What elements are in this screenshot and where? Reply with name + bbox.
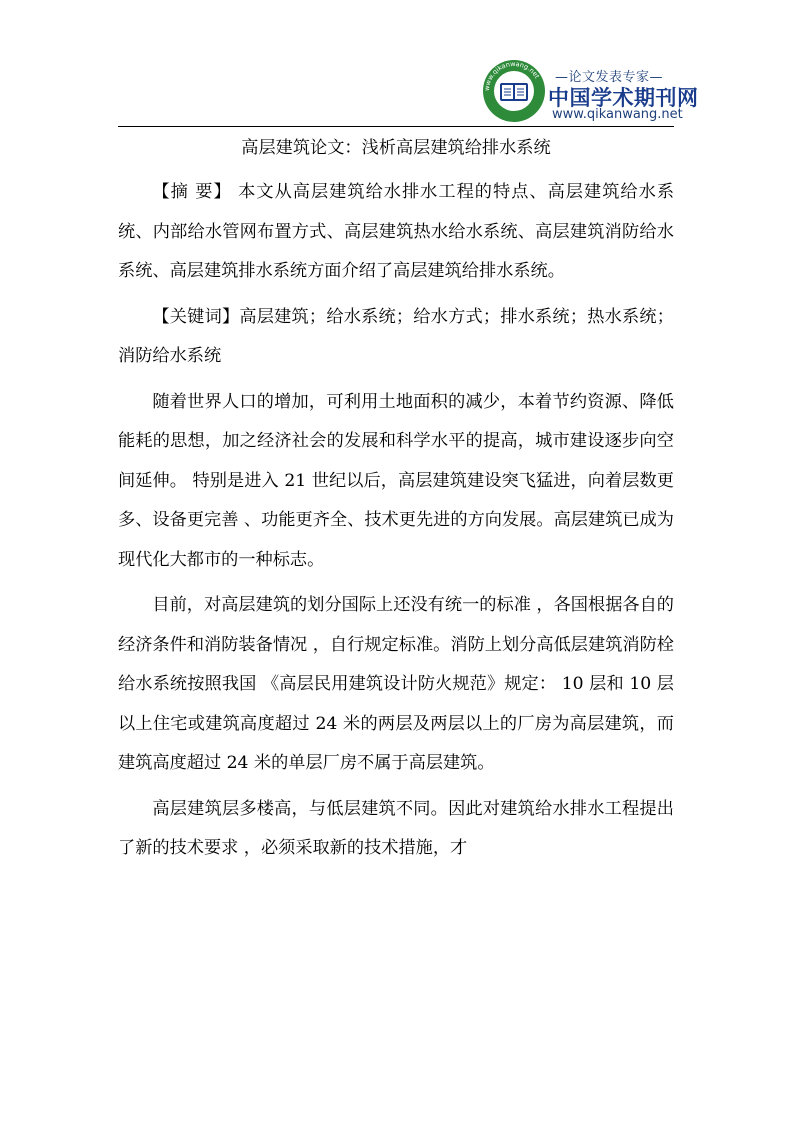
logo-tagline: —论文发表专家—: [555, 70, 664, 85]
abstract-text: 本文从高层建筑给水排水工程的特点、高层建筑给水系统、内部给水管网布置方式、高层建筑热水给水系统、高层建筑消防给水系统、高层建筑排水系统方面介绍了高层建筑给排水系统。: [118, 182, 675, 281]
book-icon: [500, 83, 528, 101]
document-body: [118, 133, 674, 871]
body-paragraph-3: 高层建筑层多楼高，与低层建筑不同。因此对建筑给水排水工程提出了新的技术要求 ，必须采取新的技术措施，才: [118, 798, 674, 858]
header-divider: [118, 126, 674, 127]
keywords-text: 高层建筑；给水系统；给水方式；排水系统；热水系统；消防给水系统: [118, 306, 674, 366]
seal-ring-text: www.qikanwang.net: [482, 59, 542, 92]
site-logo[interactable]: [481, 58, 699, 128]
document-title: 高层建筑论文：浅析高层建筑给排水系统: [241, 138, 551, 158]
logo-site-name[interactable]: 中国学术期刊网: [548, 86, 699, 110]
logo-url[interactable]: www.qikanwang.net: [552, 107, 683, 122]
abstract-paragraph: [118, 173, 674, 292]
keywords-paragraph: [118, 298, 674, 377]
body-paragraph-1: 随着世界人口的增加，可利用土地面积的减少，本着节约资源、降低能耗的思想，加之经济社会的发展和科学水平的提高，城市建设逐步向空间延伸。 特别是进入 21 世纪以后，高层建筑建设突飞猛进，向着层数更多、设备更完善 、功能更齐全、技术更先进的方向发展。高层建筑已成为现代化大都市的一种标志。: [118, 391, 674, 570]
keywords-label: 【关键词】: [152, 306, 240, 327]
body-paragraph-2: 目前，对高层建筑的划分国际上还没有统一的标准 ，各国根据各自的经济条件和消防装备情况 ，自行规定标准。消防上划分高低层建筑消防栓给水系统按照我国 《高层民用建筑设计防火规范》规定： 10 层和 10 层以上住宅或建筑高度超过 24 米的两层及两层以上的厂房为高层建筑，而建筑高度超过 24 米的单层厂房不属于高层建筑。: [118, 595, 674, 773]
abstract-label: 【摘 要】: [152, 182, 232, 202]
seal-emblem: [481, 58, 547, 124]
